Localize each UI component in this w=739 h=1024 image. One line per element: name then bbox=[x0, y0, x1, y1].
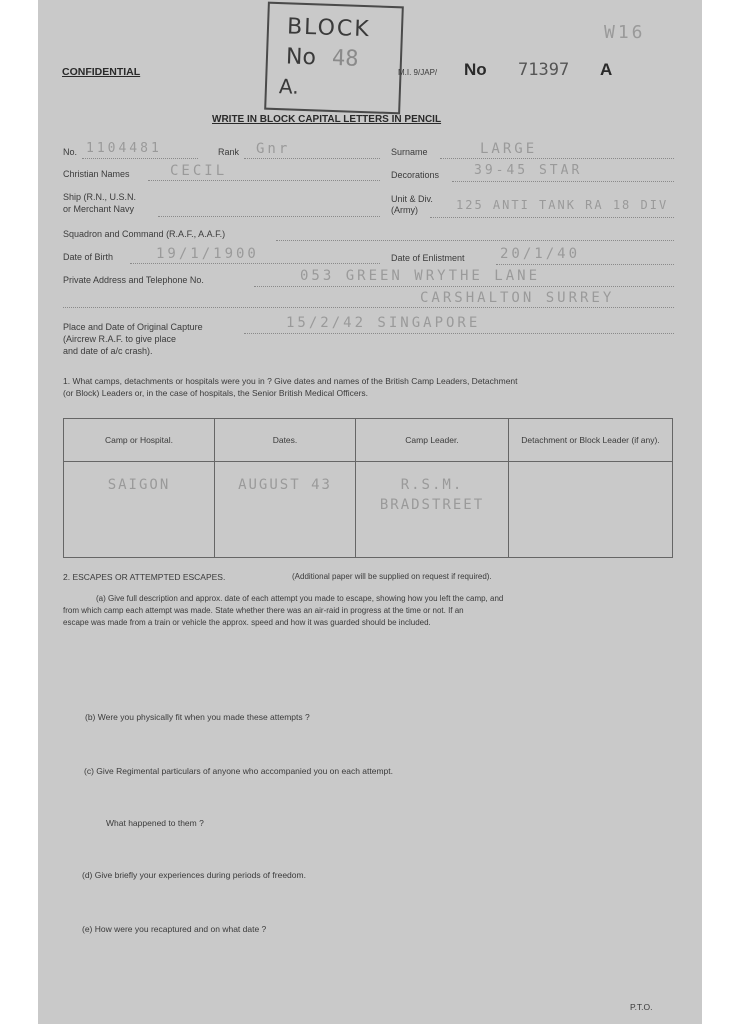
stamp-line3: A. bbox=[278, 74, 300, 99]
surname-label: Surname bbox=[391, 147, 428, 157]
q2e-text: (e) How were you recaptured and on what date ? bbox=[82, 924, 267, 934]
stamp-block-number: 48 bbox=[331, 45, 359, 72]
form-series: A bbox=[600, 60, 613, 79]
confidential-label: CONFIDENTIAL bbox=[62, 66, 141, 78]
unit-line bbox=[430, 217, 674, 218]
dob-value: 19/1/1900 bbox=[156, 246, 259, 262]
table-row bbox=[64, 462, 673, 558]
christian-names-line bbox=[148, 180, 380, 181]
q2c-text: (c) Give Regimental particulars of anyone who accompanied you on each attempt. bbox=[84, 766, 393, 776]
q1-text-line2: (or Block) Leaders or, in the case of hospitals, the Senior British Medical Officers. bbox=[63, 388, 369, 398]
instruction-heading: WRITE IN BLOCK CAPITAL LETTERS IN PENCIL bbox=[212, 114, 442, 125]
block-stamp bbox=[264, 2, 404, 115]
christian-names-value: CECIL bbox=[170, 163, 228, 179]
no-line bbox=[82, 158, 198, 159]
col-camp-header: Camp or Hospital. bbox=[64, 419, 215, 462]
pto-label: P.T.O. bbox=[630, 1002, 653, 1012]
capture-label-2: (Aircrew R.A.F. to give place bbox=[63, 334, 177, 344]
stamp-no-label: No bbox=[285, 44, 317, 71]
col-dates-header: Dates. bbox=[215, 419, 356, 462]
address-line-1 bbox=[254, 286, 674, 287]
q2a-line3: escape was made from a train or vehicle the approx. speed and how it was guarded should be included. bbox=[63, 618, 431, 627]
dob-line bbox=[130, 263, 380, 264]
address-value-2: CARSHALTON SURREY bbox=[420, 290, 615, 306]
q1-text-line1: 1. What camps, detachments or hospitals were you in ? Give dates and names of the British Camp Leaders, Detachment bbox=[63, 376, 518, 386]
decorations-value: 39-45 STAR bbox=[474, 163, 583, 178]
col-detachment-header: Detachment or Block Leader (if any). bbox=[509, 419, 673, 462]
q2a-line2: from which camp each attempt was made. State whether there was an air-raid in progress at the time or not. If an bbox=[63, 606, 464, 615]
corner-note: W16 bbox=[604, 22, 646, 43]
ship-label-2: or Merchant Navy bbox=[63, 204, 135, 214]
form-number: 71397 bbox=[518, 60, 570, 80]
q2c-followup: What happened to them ? bbox=[106, 818, 204, 828]
camps-table bbox=[63, 418, 673, 558]
capture-label-1: Place and Date of Original Capture bbox=[63, 322, 203, 332]
capture-value: 15/2/42 SINGAPORE bbox=[286, 315, 481, 331]
q2-heading: 2. ESCAPES OR ATTEMPTED ESCAPES. bbox=[63, 572, 226, 582]
col-leader-header: Camp Leader. bbox=[356, 419, 509, 462]
row-detachment bbox=[510, 463, 671, 475]
q2b-text: (b) Were you physically fit when you made these attempts ? bbox=[85, 712, 310, 722]
stamp-line1: BLOCK bbox=[286, 14, 372, 43]
decorations-label: Decorations bbox=[391, 170, 440, 180]
rank-line bbox=[244, 158, 380, 159]
squadron-line bbox=[276, 240, 674, 241]
capture-label-3: and date of a/c crash). bbox=[63, 346, 153, 356]
address-value-1: 053 GREEN WRYTHE LANE bbox=[300, 268, 541, 284]
form-no-label: No bbox=[464, 60, 487, 79]
row-camp: SAIGON bbox=[107, 477, 171, 493]
enlistment-line bbox=[496, 264, 674, 265]
christian-names-label: Christian Names bbox=[63, 169, 130, 179]
no-value: 1104481 bbox=[86, 141, 162, 156]
rank-value: Gnr bbox=[256, 141, 291, 157]
form-ref: M.I. 9/JAP/ bbox=[398, 68, 438, 77]
address-label: Private Address and Telephone No. bbox=[63, 275, 204, 285]
rank-label: Rank bbox=[218, 147, 240, 157]
dob-label: Date of Birth bbox=[63, 252, 114, 262]
surname-line bbox=[440, 158, 674, 159]
squadron-label: Squadron and Command (R.A.F., A.A.F.) bbox=[63, 229, 226, 239]
no-label: No. bbox=[63, 147, 78, 157]
decorations-line bbox=[452, 181, 674, 182]
unit-value: 125 ANTI TANK RA 18 DIV bbox=[456, 198, 669, 212]
capture-line bbox=[244, 333, 674, 334]
unit-label-2: (Army) bbox=[391, 205, 418, 215]
enlistment-label: Date of Enlistment bbox=[391, 253, 465, 263]
unit-label-1: Unit & Div. bbox=[391, 194, 433, 204]
ship-label-1: Ship (R.N., U.S.N. bbox=[63, 192, 137, 202]
surname-value: LARGE bbox=[480, 141, 538, 157]
address-line-2 bbox=[63, 307, 674, 308]
q2a-line1: (a) Give full description and approx. date of each attempt you made to escape, showing how you left the camp, and bbox=[96, 594, 504, 603]
camps-table-header bbox=[64, 419, 673, 462]
q2d-text: (d) Give briefly your experiences during periods of freedom. bbox=[82, 870, 306, 880]
q2-heading-note: (Additional paper will be supplied on request if required). bbox=[292, 572, 492, 581]
row-dates: AUGUST 43 bbox=[238, 477, 332, 493]
enlistment-value: 20/1/40 bbox=[500, 246, 581, 262]
row-leader: R.S.M. BRADSTREET bbox=[379, 477, 485, 513]
ship-line bbox=[158, 216, 380, 217]
